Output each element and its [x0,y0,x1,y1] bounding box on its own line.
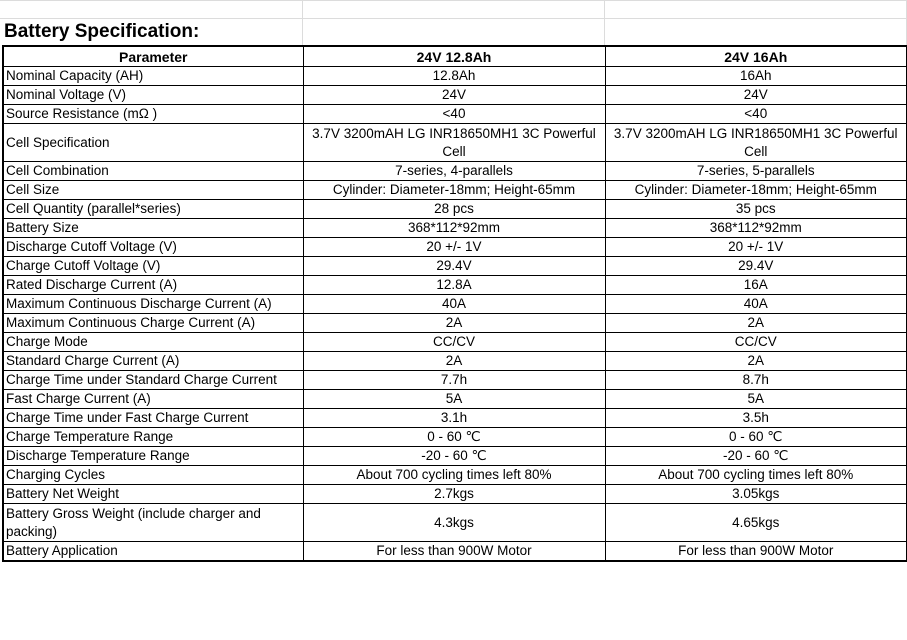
parameter-cell[interactable]: Charge Time under Fast Charge Current [3,409,303,428]
table-row [3,67,907,86]
value-cell-16ah[interactable]: 29.4V [605,257,907,276]
value-cell-16ah[interactable]: 368*112*92mm [605,219,907,238]
value-cell-16ah[interactable]: <40 [605,105,907,124]
parameter-cell[interactable]: Fast Charge Current (A) [3,390,303,409]
value-cell-16ah[interactable]: 3.5h [605,409,907,428]
parameter-cell[interactable]: Battery Application [3,542,303,562]
value-cell-12-8ah[interactable]: 20 +/- 1V [303,238,605,257]
value-cell-16ah[interactable]: 16Ah [605,67,907,86]
table-row [3,542,907,562]
table-row [3,504,907,542]
value-cell-12-8ah[interactable]: 3.1h [303,409,605,428]
parameter-cell[interactable]: Cell Combination [3,162,303,181]
value-cell-12-8ah[interactable]: 2A [303,352,605,371]
value-cell-16ah[interactable]: 2A [605,314,907,333]
value-cell-12-8ah[interactable]: 0 - 60 ℃ [303,428,605,447]
parameter-cell[interactable]: Charge Time under Standard Charge Current [3,371,303,390]
gridline [0,18,907,19]
table-row [3,200,907,219]
value-cell-12-8ah[interactable]: 7-series, 4-parallels [303,162,605,181]
spec-table-body [3,67,907,562]
value-cell-16ah[interactable]: 2A [605,352,907,371]
sheet-title: Battery Specification: [4,21,200,42]
value-cell-16ah[interactable]: 20 +/- 1V [605,238,907,257]
table-row [3,105,907,124]
header-parameter[interactable]: Parameter [3,46,303,67]
parameter-cell[interactable]: Charge Cutoff Voltage (V) [3,257,303,276]
spec-table [2,45,907,562]
value-cell-16ah[interactable]: 7-series, 5-parallels [605,162,907,181]
parameter-cell[interactable]: Battery Size [3,219,303,238]
table-row [3,238,907,257]
value-cell-12-8ah[interactable]: For less than 900W Motor [303,542,605,562]
value-cell-12-8ah[interactable]: 7.7h [303,371,605,390]
table-row [3,428,907,447]
value-cell-12-8ah[interactable]: Cylinder: Diameter-18mm; Height-65mm [303,181,605,200]
value-cell-12-8ah[interactable]: 5A [303,390,605,409]
value-cell-12-8ah[interactable]: 4.3kgs [303,504,605,542]
value-cell-16ah[interactable]: 40A [605,295,907,314]
parameter-cell[interactable]: Charging Cycles [3,466,303,485]
parameter-cell[interactable]: Cell Size [3,181,303,200]
value-cell-12-8ah[interactable]: 12.8Ah [303,67,605,86]
value-cell-12-8ah[interactable]: 28 pcs [303,200,605,219]
table-row [3,162,907,181]
table-row [3,295,907,314]
table-row [3,371,907,390]
parameter-cell[interactable]: Rated Discharge Current (A) [3,276,303,295]
parameter-cell[interactable]: Maximum Continuous Discharge Current (A) [3,295,303,314]
gridline [0,0,907,1]
table-row [3,390,907,409]
parameter-cell[interactable]: Battery Gross Weight (include charger and packing) [3,504,303,542]
table-row [3,447,907,466]
value-cell-16ah[interactable]: For less than 900W Motor [605,542,907,562]
parameter-cell[interactable]: Discharge Temperature Range [3,447,303,466]
table-row [3,314,907,333]
table-row [3,257,907,276]
value-cell-12-8ah[interactable]: 29.4V [303,257,605,276]
parameter-cell[interactable]: Charge Temperature Range [3,428,303,447]
parameter-cell[interactable]: Nominal Capacity (AH) [3,67,303,86]
value-cell-16ah[interactable]: 35 pcs [605,200,907,219]
parameter-cell[interactable]: Battery Net Weight [3,485,303,504]
value-cell-16ah[interactable]: 5A [605,390,907,409]
parameter-cell[interactable]: Cell Specification [3,124,303,162]
value-cell-16ah[interactable]: 0 - 60 ℃ [605,428,907,447]
parameter-cell[interactable]: Cell Quantity (parallel*series) [3,200,303,219]
parameter-cell[interactable]: Maximum Continuous Charge Current (A) [3,314,303,333]
value-cell-12-8ah[interactable]: 40A [303,295,605,314]
value-cell-12-8ah[interactable]: 24V [303,86,605,105]
value-cell-16ah[interactable]: -20 - 60 ℃ [605,447,907,466]
gridline [302,0,303,45]
value-cell-16ah[interactable]: 3.7V 3200mAH LG INR18650MH1 3C Powerful Cell [605,124,907,162]
value-cell-12-8ah[interactable]: 2.7kgs [303,485,605,504]
parameter-cell[interactable]: Nominal Voltage (V) [3,86,303,105]
value-cell-16ah[interactable]: CC/CV [605,333,907,352]
table-row [3,333,907,352]
table-row [3,181,907,200]
value-cell-12-8ah[interactable]: <40 [303,105,605,124]
value-cell-16ah[interactable]: 3.05kgs [605,485,907,504]
header-row [3,46,907,67]
gridline [604,0,605,45]
value-cell-12-8ah[interactable]: 3.7V 3200mAH LG INR18650MH1 3C Powerful Cell [303,124,605,162]
header-model-16ah[interactable]: 24V 16Ah [605,46,907,67]
parameter-cell[interactable]: Source Resistance (mΩ ) [3,105,303,124]
table-row [3,124,907,162]
value-cell-16ah[interactable]: 8.7h [605,371,907,390]
value-cell-16ah[interactable]: Cylinder: Diameter-18mm; Height-65mm [605,181,907,200]
table-row [3,276,907,295]
table-row [3,409,907,428]
value-cell-16ah[interactable]: 16A [605,276,907,295]
table-row [3,219,907,238]
value-cell-16ah[interactable]: 24V [605,86,907,105]
parameter-cell[interactable]: Charge Mode [3,333,303,352]
value-cell-16ah[interactable]: 4.65kgs [605,504,907,542]
value-cell-12-8ah[interactable]: 2A [303,314,605,333]
value-cell-12-8ah[interactable]: 368*112*92mm [303,219,605,238]
value-cell-12-8ah[interactable]: 12.8A [303,276,605,295]
table-row [3,485,907,504]
table-row [3,352,907,371]
header-model-12-8ah[interactable]: 24V 12.8Ah [303,46,605,67]
value-cell-12-8ah[interactable]: About 700 cycling times left 80% [303,466,605,485]
value-cell-12-8ah[interactable]: -20 - 60 ℃ [303,447,605,466]
parameter-cell[interactable]: Discharge Cutoff Voltage (V) [3,238,303,257]
parameter-cell[interactable]: Standard Charge Current (A) [3,352,303,371]
table-row [3,86,907,105]
value-cell-12-8ah[interactable]: CC/CV [303,333,605,352]
table-row [3,466,907,485]
value-cell-16ah[interactable]: About 700 cycling times left 80% [605,466,907,485]
